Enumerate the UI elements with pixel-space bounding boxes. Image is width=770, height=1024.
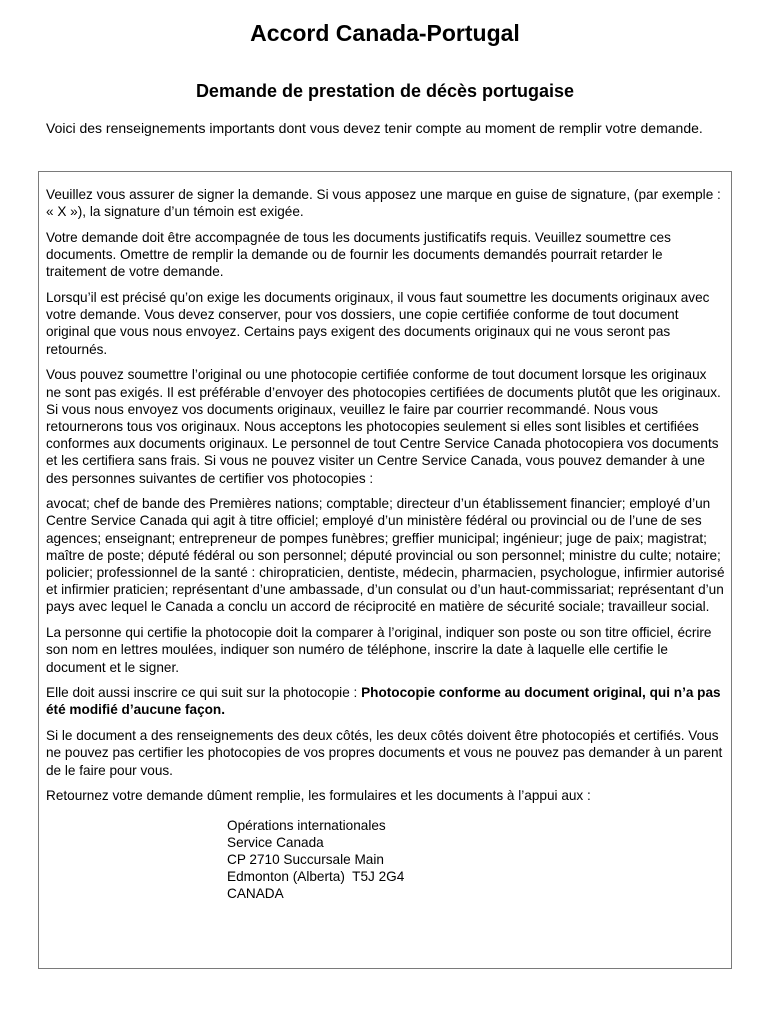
mailing-address xyxy=(227,817,725,903)
page-title: Accord Canada-Portugal xyxy=(250,20,520,46)
certified-copies-paragraph: Vous pouvez soumettre l’original ou une photocopie certifiée conforme de tout document lorsque les originaux ne sont pas exigés. Il est préférable d’envoyer des photocopies certifiées de documents plutôt que les originaux. Si vous nous envoyez vos documents originaux, veuillez le faire par courrier recommandé. Nous vous retournerons tous vos originaux. Nous acceptons les photocopies seulement si elles sont lisibles et certifiées conformes aux documents originaux. Le personnel de tout Centre Service Canada photocopiera vos documents et les certifiera sans frais. Si vous ne pouvez visiter un Centre Service Canada, vous pouvez demander à une des personnes suivantes de certifier vos photocopies : xyxy=(46,367,721,486)
certification-statement-text: Photocopie conforme au document original, qui n’a pas été modifié d’aucune façon. xyxy=(46,685,721,718)
certifier-duties-paragraph: La personne qui certifie la photocopie doit la comparer à l’original, indiquer son poste ou son titre officiel, écrire son nom en lettres moulées, indiquer son numéro de téléphone, inscrire la date à laquelle elle certifie le document et le signer. xyxy=(46,625,712,675)
certification-statement-paragraph xyxy=(46,684,725,718)
certification-statement-prefix: Elle doit aussi inscrire ce qui suit sur la photocopie : xyxy=(46,685,362,701)
supporting-documents-paragraph: Votre demande doit être accompagnée de tous les documents justificatifs requis. Veuillez soumettre ces documents. Omettre de remplir la demande ou de fournir les documents demandés pourrait retarder le traitement de votre demande. xyxy=(46,229,671,280)
address-line-city: Edmonton (Alberta) T5J 2G4 xyxy=(227,869,405,885)
address-line-agency: Service Canada xyxy=(227,834,324,850)
address-line-country: CANADA xyxy=(227,886,284,902)
certifiers-list-paragraph: avocat; chef de bande des Premières nations; comptable; directeur d’un établissement financier; employé d’un Centre Service Canada qui agit à titre officiel; employé d’un ministère fédéral ou provincial ou de l’une de ses agences; enseignant; entrepreneur de pompes funèbres; greffier municipal; ingénieur; juge de paix; magistrat; maître de poste; député fédéral ou son personnel; député provincial ou son personnel; ministre du culte; notaire; policier; professionnel de la santé : chiropraticien, dentiste, médecin, pharmacien, psychologue, infirmier autorisé et infirmier praticien; représentant d’une ambassade, d’un consulat ou d’un haut-commissariat; représentant d’un pays avec lequel le Canada a conclu un accord de réciprocité en matière de sécurité sociale; travailleur social. xyxy=(46,496,725,615)
two-sided-documents-paragraph: Si le document a des renseignements des deux côtés, les deux côtés doivent être photocopiés et certifiés. Vous ne pouvez pas certifier les photocopies de vos propres documents et vous ne pouvez pas demander à un parent de le faire pour vous. xyxy=(46,728,723,778)
address-line-po-box: CP 2710 Succursale Main xyxy=(227,851,384,867)
return-instructions-paragraph: Retournez votre demande dûment remplie, les formulaires et les documents à l’appui aux : xyxy=(46,788,591,804)
original-documents-paragraph: Lorsqu’il est précisé qu’on exige les documents originaux, il vous faut soumettre les documents originaux avec votre demande. Vous devez conserver, pour vos dossiers, une copie certifiée conforme de tout document original que vous nous envoyez. Certains pays exigent des documents originaux qui ne vous seront pas retournés. xyxy=(46,290,710,357)
signature-paragraph: Veuillez vous assurer de signer la demande. Si vous apposez une marque en guise de signature, (par exemple : « X »), la signature d’un témoin est exigée. xyxy=(46,187,721,220)
intro-paragraph: Voici des renseignements importants dont vous devez tenir compte au moment de remplir votre demande. xyxy=(46,120,703,136)
address-line-organization: Opérations internationales xyxy=(227,817,386,833)
page-subtitle: Demande de prestation de décès portugaise xyxy=(195,81,575,101)
instructions-box xyxy=(38,171,732,969)
